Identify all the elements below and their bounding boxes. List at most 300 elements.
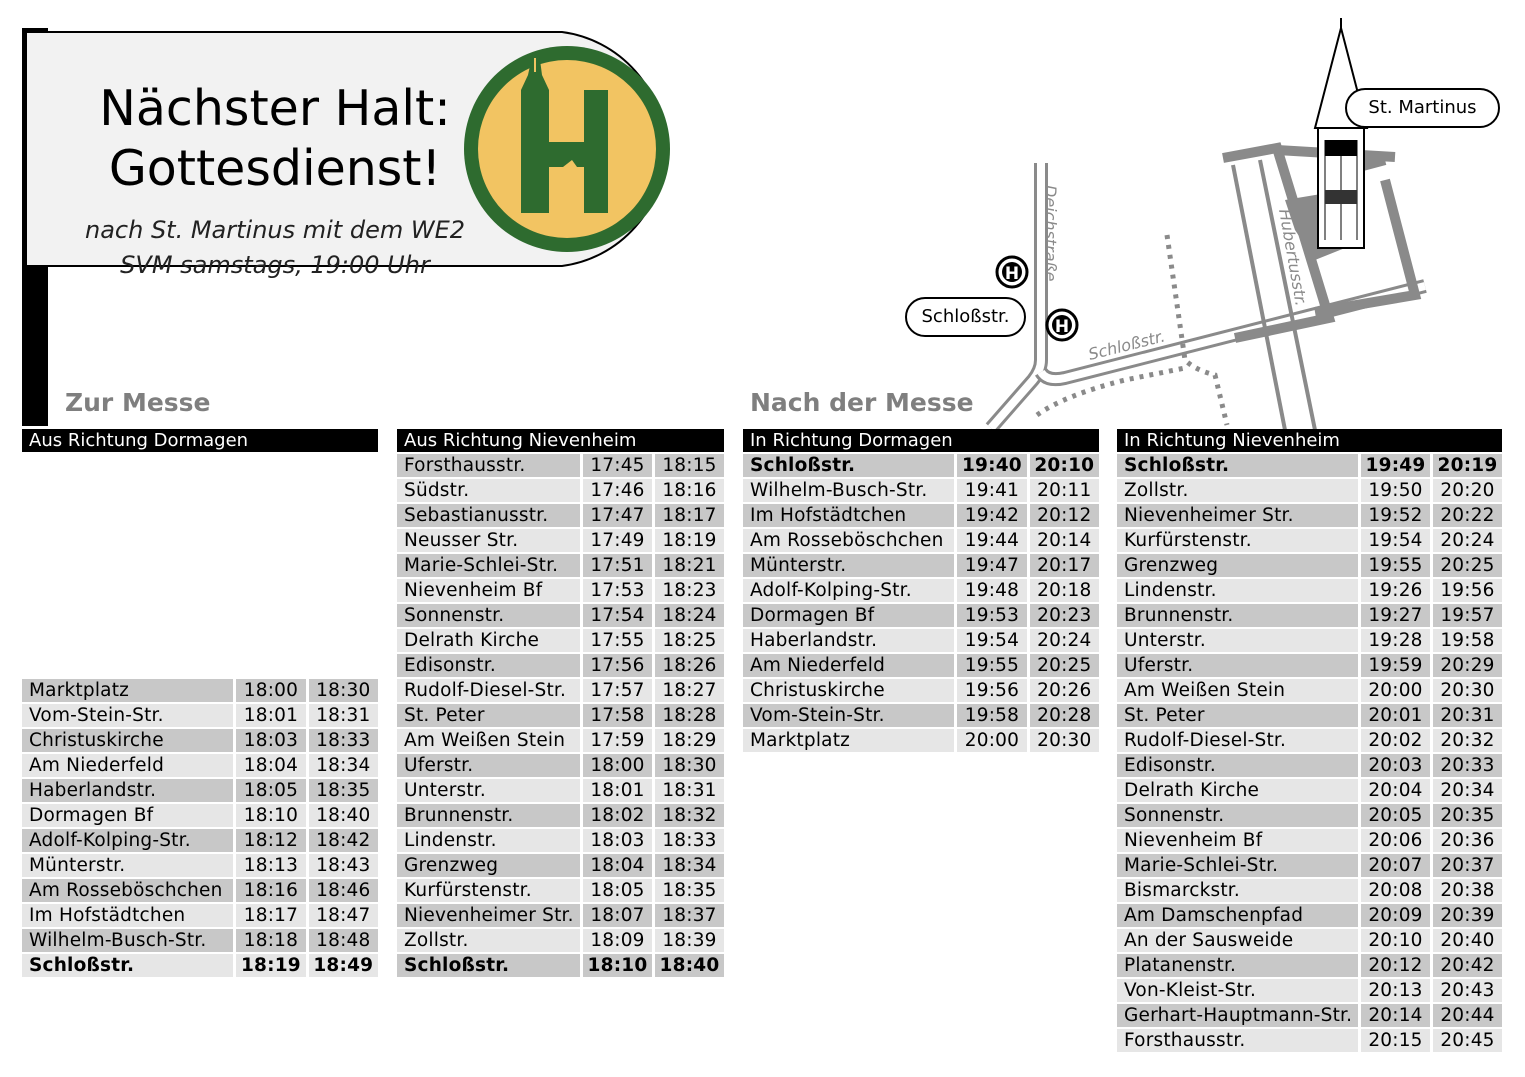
table-row (1117, 627, 1502, 652)
stop-cell: Rudolf-Diesel-Str. (397, 679, 580, 702)
timetable-title: In Richtung Dormagen (743, 429, 1099, 452)
time-cell: 18:10 (583, 954, 652, 977)
time-cell: 20:39 (1433, 904, 1502, 927)
time-cell: 19:49 (1361, 454, 1430, 477)
table-row (22, 952, 378, 977)
table-row (1117, 802, 1502, 827)
table-row (397, 727, 724, 752)
time-cell: 18:42 (309, 829, 378, 852)
table-row (22, 927, 378, 952)
time-cell: 20:32 (1433, 729, 1502, 752)
time-cell: 18:40 (655, 954, 724, 977)
table-row (397, 852, 724, 877)
stop-cell: Kurfürstenstr. (397, 879, 580, 902)
time-cell: 18:05 (236, 779, 305, 802)
time-cell: 19:53 (957, 604, 1026, 627)
time-cell: 18:19 (236, 954, 305, 977)
table-row (397, 752, 724, 777)
time-cell: 20:40 (1433, 929, 1502, 952)
time-cell: 20:03 (1361, 754, 1430, 777)
stop-cell: Südstr. (397, 479, 580, 502)
stop-cell: An der Sausweide (1117, 929, 1358, 952)
time-cell: 18:40 (309, 804, 378, 827)
time-cell: 18:31 (655, 779, 724, 802)
time-cell: 18:02 (583, 804, 652, 827)
table-row (1117, 577, 1502, 602)
time-cell: 18:39 (655, 929, 724, 952)
table-row (1117, 552, 1502, 577)
stop-cell: Delrath Kirche (1117, 779, 1358, 802)
time-cell: 20:10 (1361, 929, 1430, 952)
time-cell: 19:28 (1361, 629, 1430, 652)
time-cell: 18:27 (655, 679, 724, 702)
time-cell: 18:23 (655, 579, 724, 602)
stop-cell: Am Niederfeld (743, 654, 954, 677)
time-cell: 18:30 (309, 679, 378, 702)
table-row (743, 727, 1099, 752)
stop-cell: Wilhelm-Busch-Str. (22, 929, 233, 952)
time-cell: 20:09 (1361, 904, 1430, 927)
subtitle-line-1: nach St. Martinus mit dem WE2 (84, 216, 466, 244)
table-row (743, 702, 1099, 727)
time-cell: 18:34 (655, 854, 724, 877)
stop-cell: Grenzweg (1117, 554, 1358, 577)
timetable-body (1117, 452, 1502, 1052)
time-cell: 20:19 (1433, 454, 1502, 477)
time-cell: 17:53 (583, 579, 652, 602)
time-cell: 20:42 (1433, 954, 1502, 977)
timetable-spacer (22, 452, 378, 677)
stop-cell: Zollstr. (397, 929, 580, 952)
time-cell: 18:31 (309, 704, 378, 727)
time-cell: 20:11 (1030, 479, 1099, 502)
svg-text:H: H (1054, 317, 1070, 337)
timetable-in-nievenheim (1117, 429, 1502, 1052)
table-row (22, 877, 378, 902)
time-cell: 18:12 (236, 829, 305, 852)
time-cell: 19:59 (1361, 654, 1430, 677)
time-cell: 19:58 (957, 704, 1026, 727)
table-row (397, 552, 724, 577)
stop-cell: Vom-Stein-Str. (22, 704, 233, 727)
time-cell: 17:47 (583, 504, 652, 527)
stop-cell: Münterstr. (743, 554, 954, 577)
time-cell: 20:10 (1030, 454, 1099, 477)
time-cell: 20:26 (1030, 679, 1099, 702)
stop-cell: Am Rosseböschchen (743, 529, 954, 552)
time-cell: 20:12 (1361, 954, 1430, 977)
table-row (397, 602, 724, 627)
stop-cell: Von-Kleist-Str. (1117, 979, 1358, 1002)
time-cell: 18:00 (583, 754, 652, 777)
table-row (397, 777, 724, 802)
stop-cell: Forsthausstr. (1117, 1029, 1358, 1052)
stop-cell: Münterstr. (22, 854, 233, 877)
time-cell: 19:48 (957, 579, 1026, 602)
time-cell: 19:58 (1433, 629, 1502, 652)
time-cell: 18:33 (655, 829, 724, 852)
time-cell: 18:01 (236, 704, 305, 727)
time-cell: 18:21 (655, 554, 724, 577)
time-cell: 17:46 (583, 479, 652, 502)
stop-cell: Brunnenstr. (1117, 604, 1358, 627)
stop-cell: Kurfürstenstr. (1117, 529, 1358, 552)
stop-cell: Am Niederfeld (22, 754, 233, 777)
time-cell: 18:26 (655, 654, 724, 677)
table-row (22, 802, 378, 827)
time-cell: 18:03 (236, 729, 305, 752)
table-row (397, 627, 724, 652)
stop-cell: Am Rosseböschchen (22, 879, 233, 902)
table-row (22, 777, 378, 802)
table-row (22, 727, 378, 752)
time-cell: 18:46 (309, 879, 378, 902)
time-cell: 18:30 (655, 754, 724, 777)
street-label-deich: Deichstraße (1041, 185, 1060, 282)
time-cell: 20:13 (1361, 979, 1430, 1002)
stop-cell: Vom-Stein-Str. (743, 704, 954, 727)
table-row (397, 577, 724, 602)
stop-cell: Nievenheimer Str. (1117, 504, 1358, 527)
stop-cell: Forsthausstr. (397, 454, 580, 477)
time-cell: 19:54 (957, 629, 1026, 652)
time-cell: 20:30 (1433, 679, 1502, 702)
time-cell: 18:37 (655, 904, 724, 927)
stop-cell: Gerhart-Hauptmann-Str. (1117, 1004, 1358, 1027)
time-cell: 18:34 (309, 754, 378, 777)
street-label-schloss: Schloßstr. (1086, 326, 1167, 364)
stop-cell: Am Weißen Stein (397, 729, 580, 752)
time-cell: 17:49 (583, 529, 652, 552)
time-cell: 18:16 (655, 479, 724, 502)
time-cell: 18:28 (655, 704, 724, 727)
table-row (22, 702, 378, 727)
table-row (22, 902, 378, 927)
stop-cell: Marie-Schlei-Str. (1117, 854, 1358, 877)
stop-cell: Marktplatz (22, 679, 233, 702)
stop-cell: Haberlandstr. (743, 629, 954, 652)
table-row (1117, 1027, 1502, 1052)
time-cell: 18:35 (309, 779, 378, 802)
time-cell: 20:38 (1433, 879, 1502, 902)
table-row (1117, 877, 1502, 902)
stop-cell: Dormagen Bf (743, 604, 954, 627)
table-row (1117, 777, 1502, 802)
time-cell: 18:24 (655, 604, 724, 627)
table-row (743, 602, 1099, 627)
table-row (397, 477, 724, 502)
time-cell: 17:56 (583, 654, 652, 677)
time-cell: 18:13 (236, 854, 305, 877)
table-row (1117, 502, 1502, 527)
stop-cell: Bismarckstr. (1117, 879, 1358, 902)
title-line-1: Nächster Halt: (99, 80, 451, 137)
stop-cell: Zollstr. (1117, 479, 1358, 502)
table-row (397, 502, 724, 527)
table-row (1117, 902, 1502, 927)
time-cell: 20:24 (1030, 629, 1099, 652)
time-cell: 20:20 (1433, 479, 1502, 502)
subtitle-line-2: SVM samstags, 19:00 Uhr (120, 251, 430, 279)
time-cell: 18:04 (236, 754, 305, 777)
section-nach-der-messe: Nach der Messe (750, 388, 974, 417)
title-line-2: Gottesdienst! (108, 140, 442, 197)
table-row (397, 827, 724, 852)
stop-cell: Christuskirche (743, 679, 954, 702)
stop-cell: Edisonstr. (1117, 754, 1358, 777)
table-row (397, 452, 724, 477)
table-row (1117, 452, 1502, 477)
table-row (1117, 927, 1502, 952)
time-cell: 20:25 (1030, 654, 1099, 677)
time-cell: 19:56 (1433, 579, 1502, 602)
time-cell: 18:32 (655, 804, 724, 827)
timetable-aus-nievenheim (397, 429, 724, 977)
stop-cell: Adolf-Kolping-Str. (22, 829, 233, 852)
time-cell: 19:26 (1361, 579, 1430, 602)
table-row (1117, 702, 1502, 727)
stop-cell: Uferstr. (397, 754, 580, 777)
time-cell: 18:49 (309, 954, 378, 977)
stop-cell: Sebastianusstr. (397, 504, 580, 527)
table-row (743, 652, 1099, 677)
time-cell: 17:54 (583, 604, 652, 627)
time-cell: 20:34 (1433, 779, 1502, 802)
table-row (743, 527, 1099, 552)
stop-cell: Dormagen Bf (22, 804, 233, 827)
time-cell: 19:47 (957, 554, 1026, 577)
time-cell: 18:09 (583, 929, 652, 952)
time-cell: 20:30 (1030, 729, 1099, 752)
stop-cell: Nievenheim Bf (1117, 829, 1358, 852)
time-cell: 18:05 (583, 879, 652, 902)
time-cell: 18:33 (309, 729, 378, 752)
table-row (22, 827, 378, 852)
stop-cell: Am Damschenpfad (1117, 904, 1358, 927)
time-cell: 18:43 (309, 854, 378, 877)
stop-cell: Nievenheimer Str. (397, 904, 580, 927)
time-cell: 20:08 (1361, 879, 1430, 902)
time-cell: 18:17 (236, 904, 305, 927)
time-cell: 18:19 (655, 529, 724, 552)
timetable-in-dormagen (743, 429, 1099, 752)
table-row (743, 452, 1099, 477)
time-cell: 20:45 (1433, 1029, 1502, 1052)
time-cell: 18:17 (655, 504, 724, 527)
table-row (743, 552, 1099, 577)
time-cell: 18:04 (583, 854, 652, 877)
time-cell: 20:23 (1030, 604, 1099, 627)
time-cell: 17:59 (583, 729, 652, 752)
stop-cell: Grenzweg (397, 854, 580, 877)
time-cell: 19:50 (1361, 479, 1430, 502)
time-cell: 20:31 (1433, 704, 1502, 727)
stop-cell: Edisonstr. (397, 654, 580, 677)
stop-label: Schloßstr. (905, 297, 1026, 337)
stop-cell: Nievenheim Bf (397, 579, 580, 602)
time-cell: 20:22 (1433, 504, 1502, 527)
time-cell: 18:01 (583, 779, 652, 802)
table-row (397, 652, 724, 677)
time-cell: 19:56 (957, 679, 1026, 702)
time-cell: 20:28 (1030, 704, 1099, 727)
bus-stop-icon (1047, 310, 1077, 340)
stop-cell: Schloßstr. (397, 954, 580, 977)
stop-cell: Lindenstr. (1117, 579, 1358, 602)
time-cell: 19:57 (1433, 604, 1502, 627)
table-row (1117, 827, 1502, 852)
table-row (1117, 977, 1502, 1002)
table-row (397, 677, 724, 702)
stop-cell: St. Peter (397, 704, 580, 727)
stop-cell: Marie-Schlei-Str. (397, 554, 580, 577)
time-cell: 20:24 (1433, 529, 1502, 552)
time-cell: 19:40 (957, 454, 1026, 477)
time-cell: 20:43 (1433, 979, 1502, 1002)
table-row (1117, 677, 1502, 702)
table-row (743, 627, 1099, 652)
table-row (397, 877, 724, 902)
table-row (1117, 952, 1502, 977)
stop-cell: Wilhelm-Busch-Str. (743, 479, 954, 502)
time-cell: 18:25 (655, 629, 724, 652)
timetable-title: Aus Richtung Dormagen (22, 429, 378, 452)
table-row (1117, 727, 1502, 752)
svg-text:H: H (1004, 264, 1020, 284)
table-row (1117, 852, 1502, 877)
timetable-title: In Richtung Nievenheim (1117, 429, 1502, 452)
time-cell: 20:07 (1361, 854, 1430, 877)
timetable-body (22, 677, 378, 977)
table-row (22, 752, 378, 777)
stop-cell: Uferstr. (1117, 654, 1358, 677)
time-cell: 17:55 (583, 629, 652, 652)
time-cell: 19:41 (957, 479, 1026, 502)
stop-cell: Schloßstr. (1117, 454, 1358, 477)
time-cell: 19:44 (957, 529, 1026, 552)
table-row (22, 677, 378, 702)
timetable-body (397, 452, 724, 977)
table-row (397, 952, 724, 977)
time-cell: 20:14 (1030, 529, 1099, 552)
time-cell: 18:15 (655, 454, 724, 477)
table-row (397, 902, 724, 927)
time-cell: 19:54 (1361, 529, 1430, 552)
stop-cell: Unterstr. (1117, 629, 1358, 652)
time-cell: 20:35 (1433, 804, 1502, 827)
time-cell: 20:06 (1361, 829, 1430, 852)
table-row (743, 677, 1099, 702)
time-cell: 20:12 (1030, 504, 1099, 527)
table-row (1117, 752, 1502, 777)
time-cell: 20:00 (957, 729, 1026, 752)
table-row (743, 577, 1099, 602)
table-row (397, 527, 724, 552)
time-cell: 18:35 (655, 879, 724, 902)
time-cell: 18:47 (309, 904, 378, 927)
time-cell: 18:18 (236, 929, 305, 952)
stop-cell: Marktplatz (743, 729, 954, 752)
table-row (397, 927, 724, 952)
stop-cell: Adolf-Kolping-Str. (743, 579, 954, 602)
table-row (1117, 602, 1502, 627)
stop-cell: Lindenstr. (397, 829, 580, 852)
time-cell: 17:58 (583, 704, 652, 727)
time-cell: 20:04 (1361, 779, 1430, 802)
time-cell: 17:51 (583, 554, 652, 577)
time-cell: 18:29 (655, 729, 724, 752)
table-row (22, 852, 378, 877)
time-cell: 20:33 (1433, 754, 1502, 777)
time-cell: 20:05 (1361, 804, 1430, 827)
stop-cell: Schloßstr. (743, 454, 954, 477)
time-cell: 17:45 (583, 454, 652, 477)
church-label: St. Martinus (1345, 88, 1500, 128)
time-cell: 20:15 (1361, 1029, 1430, 1052)
time-cell: 20:37 (1433, 854, 1502, 877)
time-cell: 20:44 (1433, 1004, 1502, 1027)
stop-cell: Haberlandstr. (22, 779, 233, 802)
stop-cell: Sonnenstr. (1117, 804, 1358, 827)
section-zur-messe: Zur Messe (65, 388, 211, 417)
stop-cell: Am Weißen Stein (1117, 679, 1358, 702)
time-cell: 19:42 (957, 504, 1026, 527)
table-row (397, 802, 724, 827)
time-cell: 19:55 (1361, 554, 1430, 577)
table-row (1117, 477, 1502, 502)
stop-cell: Delrath Kirche (397, 629, 580, 652)
time-cell: 20:17 (1030, 554, 1099, 577)
time-cell: 19:52 (1361, 504, 1430, 527)
time-cell: 19:55 (957, 654, 1026, 677)
table-row (743, 502, 1099, 527)
stop-cell: Im Hofstädtchen (22, 904, 233, 927)
time-cell: 19:27 (1361, 604, 1430, 627)
time-cell: 20:29 (1433, 654, 1502, 677)
timetable-title: Aus Richtung Nievenheim (397, 429, 724, 452)
timetable-aus-dormagen (22, 429, 378, 977)
header-banner (22, 30, 680, 279)
time-cell: 18:00 (236, 679, 305, 702)
time-cell: 18:10 (236, 804, 305, 827)
bus-stop-icon (997, 257, 1027, 287)
time-cell: 20:18 (1030, 579, 1099, 602)
stop-cell: Platanenstr. (1117, 954, 1358, 977)
stop-cell: Neusser Str. (397, 529, 580, 552)
stop-cell: Sonnenstr. (397, 604, 580, 627)
stop-cell: Brunnenstr. (397, 804, 580, 827)
time-cell: 20:00 (1361, 679, 1430, 702)
stop-cell: Unterstr. (397, 779, 580, 802)
time-cell: 20:36 (1433, 829, 1502, 852)
stop-cell: Rudolf-Diesel-Str. (1117, 729, 1358, 752)
table-row (1117, 1002, 1502, 1027)
time-cell: 18:16 (236, 879, 305, 902)
time-cell: 20:14 (1361, 1004, 1430, 1027)
timetable-body (743, 452, 1099, 752)
church-tower-icon (1315, 18, 1367, 248)
table-row (1117, 527, 1502, 552)
street-label-hubertus: Hubertusstr. (1275, 207, 1311, 308)
time-cell: 17:57 (583, 679, 652, 702)
time-cell: 18:48 (309, 929, 378, 952)
stop-cell: Im Hofstädtchen (743, 504, 954, 527)
location-map (985, 0, 1525, 430)
time-cell: 20:25 (1433, 554, 1502, 577)
time-cell: 20:01 (1361, 704, 1430, 727)
table-row (1117, 652, 1502, 677)
stop-cell: St. Peter (1117, 704, 1358, 727)
